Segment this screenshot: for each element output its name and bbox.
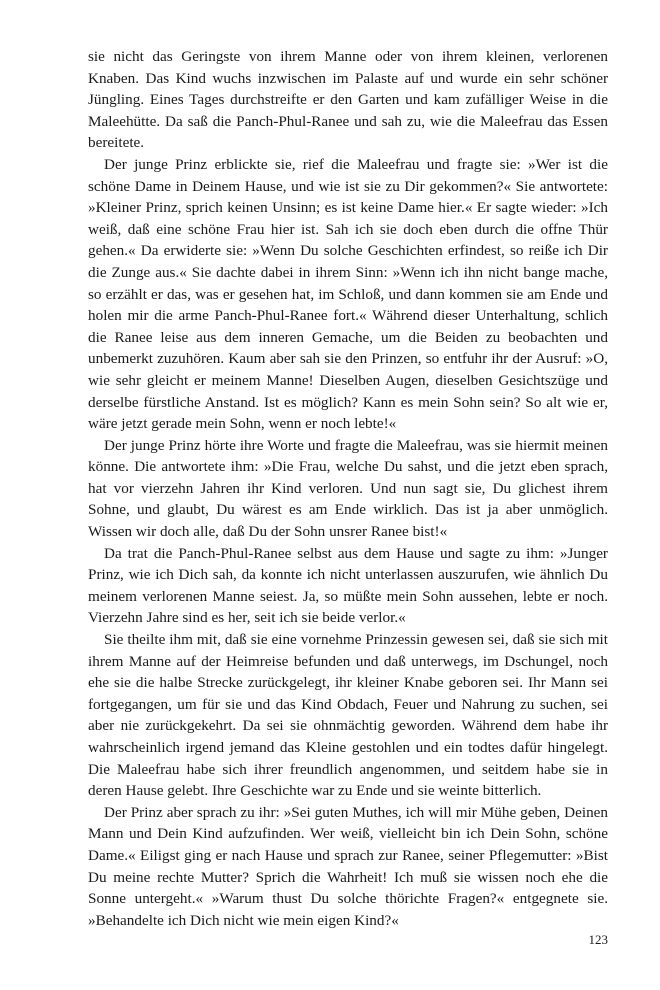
paragraph-3: Der junge Prinz hörte ihre Worte und fragte die Maleefrau, was sie hiermit meinen könne. Die antwortete ihm: »Die Frau, welche Du sahst, und die jetzt eben sprach, hat vor vierzehn Jahren ihr Kind verloren. Und nun sagt sie, Du glichest ihrem Sohne, und glaubt, Du wärest es am Ende wirklich. Das ist ja aber unmöglich. Wissen wir doch alle, daß Du der Sohn unsrer Ranee bist!« <box>88 436 608 541</box>
paragraph-1: sie nicht das Geringste von ihrem Manne oder von ihrem kleinen, verlorenen Knaben. Das Kind wuchs inzwischen im Palaste auf und wurde ein sehr schöner Jüngling. Eines Tages durchstreifte er den Garten und kam zufälliger Weise in die Maleehütte. Da saß die Panch-Phul-Ranee und sah zu, wie die Maleefrau das Essen bereitete. <box>88 48 608 152</box>
paragraph-4: Da trat die Panch-Phul-Ranee selbst aus dem Hause und sagte zu ihm: »Junger Prinz, wie ich Dich sah, da konnte ich nicht unterlassen auszurufen, wie ähnlich Du meinem verlorenen Manne seiest. Ja, so müßte mein Sohn aussehen, lebte er noch. Vierzehn Jahre sind es her, seit ich sie beide verlor.« <box>88 544 608 627</box>
page-number: 123 <box>588 932 608 947</box>
paragraph-6: Der Prinz aber sprach zu ihr: »Sei guten Muthes, ich will mir Mühe geben, Deinen Mann und Dein Kind aufzufinden. Wer weiß, vielleicht bin ich Dein Sohn, schöne Dame.« Eiligst ging er nach Hause und sprach zur Ranee, seiner Pflegemutter: »Bist Du meine rechte Mutter? Sprich die Wahrheit! Ich muß sie wissen noch ehe die Sonne untergeht.« »Warum thust Du solche thörichte Fragen?« entgegnete sie. »Behandelte ich Dich nicht wie mein eigen Kind?« <box>88 803 608 929</box>
paragraph-2: Der junge Prinz erblickte sie, rief die Maleefrau und fragte sie: »Wer ist die schöne Dame in Deinem Hause, und wie ist sie zu Dir gekommen?« Sie antwortete: »Kleiner Prinz, sprich keinen Unsinn; es ist keine Dame hier.« Er sagte wieder: »Ich weiß, daß eine schöne Frau hier ist. Sah ich sie doch eben durch die offne Thür gehen.« Da erwiderte sie: »Wenn Du solche Geschichten erfindest, so reiße ich Dir die Zunge aus.« Sie dachte dabei in ihrem Sinn: »Wenn ich ihn nicht bange mache, so erzählt er das, was er gesehen hat, im Schloß, und dann kommen sie am Ende und holen mir die arme Panch-Phul-Ranee fort.« Während dieser Unterhaltung, schlich die Ranee leise aus dem inneren Gemache, um die Beiden zu beobachten und unbemerkt zuzuhören. Kaum aber sah sie den Prinzen, so entfuhr ihr der Ausruf: »O, wie sehr gleicht er meinem Manne! Dieselben Augen, dieselben Gesichtszüge und derselbe fürstliche Anstand. Ist es möglich? Kann es mein Sohn sein? So alt wie er, wäre jetzt gerade mein Sohn, wenn er noch lebte!« <box>88 155 608 433</box>
page-body <box>88 46 608 931</box>
paragraph-5: Sie theilte ihm mit, daß sie eine vornehme Prinzessin gewesen sei, daß sie sich mit ihrem Manne auf der Heimreise befunden und daß unterwegs, im Dschungel, noch ehe sie die halbe Strecke zurückgelegt, ihr kleiner Knabe geboren sei. Ihr Mann sei fortgegangen, um für sie und das Kind Obdach, Feuer und Nahrung zu suchen, sei aber nie zurückgekehrt. Da sei sie ohnmächtig geworden. Während dem habe ihr wahrscheinlich irgend jemand das Kleine gestohlen und ein todtes dafür hingelegt. Die Maleefrau habe sich ihrer freundlich angenommen, und seitdem habe sie in deren Hause gelebt. Ihre Geschichte war zu Ende und sie weinte bitterlich. <box>88 631 608 800</box>
